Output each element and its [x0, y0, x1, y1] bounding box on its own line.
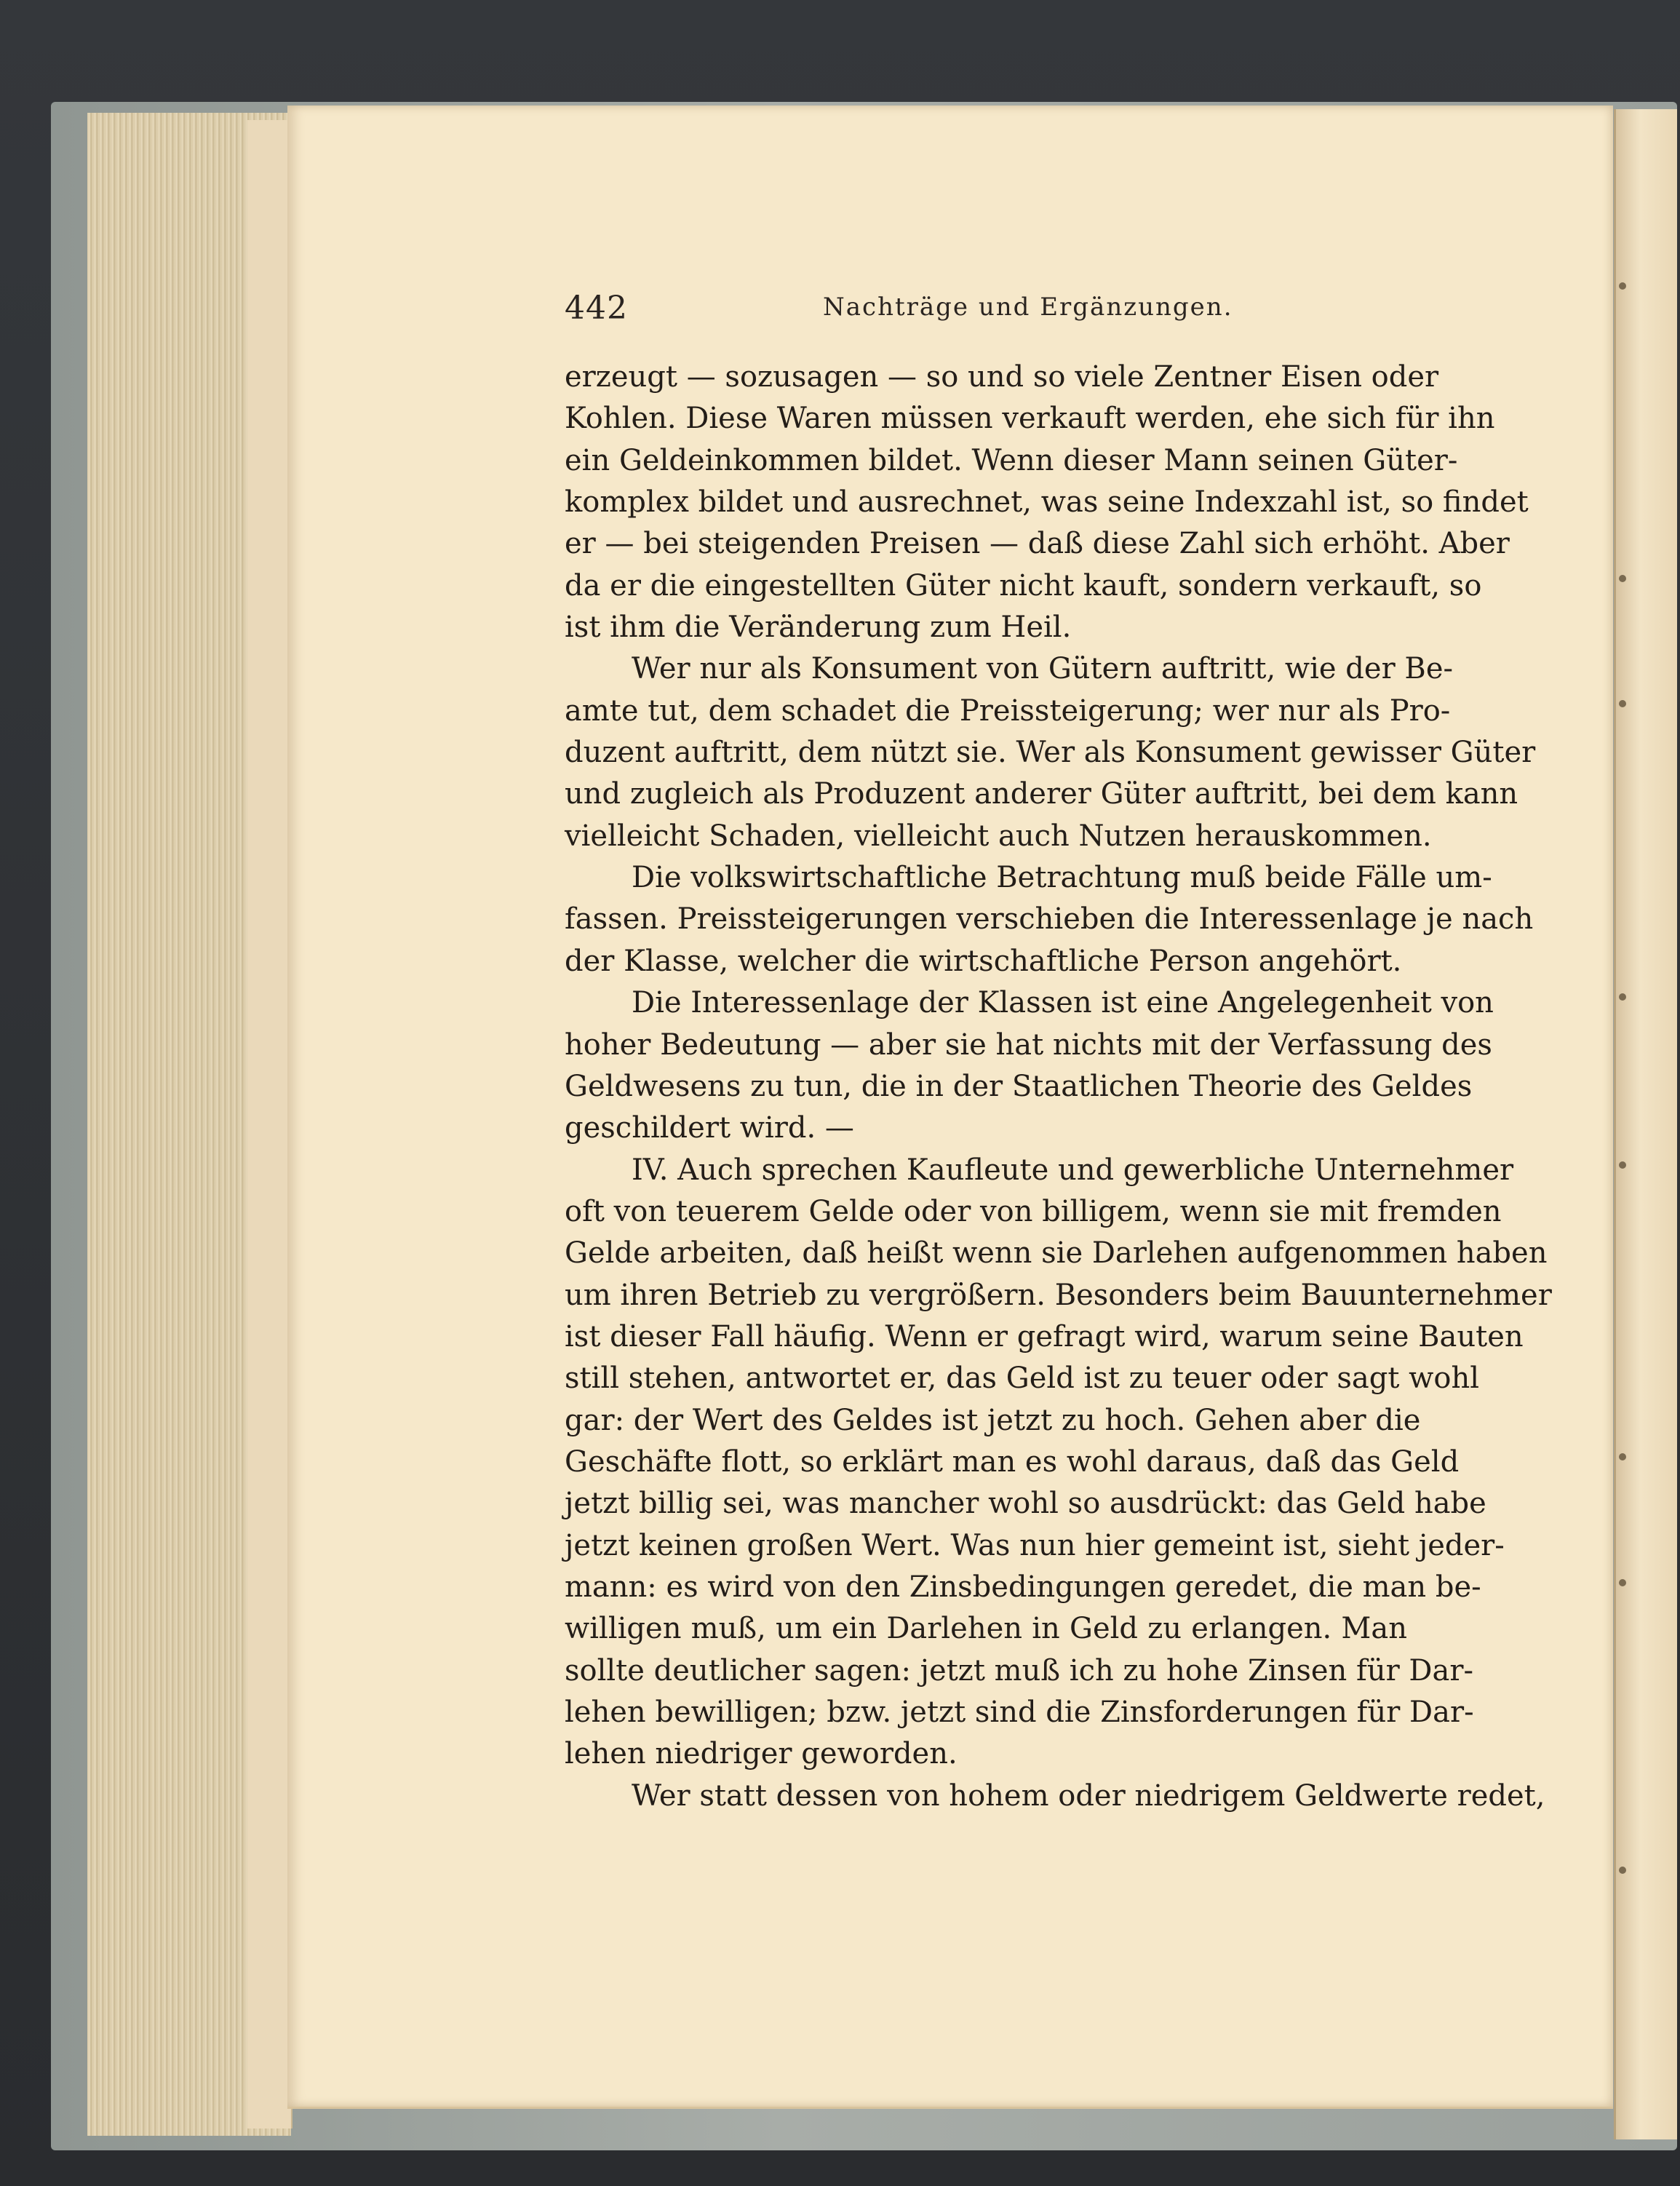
- binding-thread: [1619, 1161, 1626, 1169]
- text-line: um ihren Betrieb zu vergrößern. Besonders beim Bauunternehmer: [565, 1278, 1552, 1312]
- text-line: vielleicht Schaden, vielleicht auch Nutzen herauskommen.: [565, 819, 1432, 853]
- text-line: ist ihm die Veränderung zum Heil.: [565, 611, 1072, 645]
- text-line: gar: der Wert des Geldes ist jetzt zu hoch. Gehen aber die: [565, 1403, 1421, 1437]
- binding-thread: [1619, 700, 1626, 707]
- text-line: still stehen, antwortet er, das Geld ist zu teuer oder sagt wohl: [565, 1362, 1480, 1396]
- text-line: Wer nur als Konsument von Gütern auftritt, wie der Be-: [632, 652, 1454, 686]
- text-line: amte tut, dem schadet die Preissteigerung; wer nur als Pro-: [565, 693, 1451, 728]
- running-title: Nachträge und Ergänzungen.: [823, 293, 1233, 322]
- text-line: hoher Bedeutung — aber sie hat nichts mit der Verfassung des: [565, 1028, 1492, 1062]
- text-line: komplex bildet und ausrechnet, was seine Indexzahl ist, so findet: [565, 485, 1529, 520]
- binding-thread: [1619, 282, 1626, 290]
- text-line: mann: es wird von den Zinsbedingungen geredet, die man be-: [565, 1570, 1481, 1604]
- binding-thread: [1619, 993, 1626, 1001]
- text-line: Kohlen. Diese Waren müssen verkauft werden, ehe sich für ihn: [565, 402, 1495, 436]
- text-line: jetzt keinen großen Wert. Was nun hier gemeint ist, sieht jeder-: [565, 1528, 1505, 1562]
- text-line: sollte deutlicher sagen: jetzt muß ich zu hohe Zinsen für Dar-: [565, 1653, 1473, 1688]
- page-header: [565, 290, 1407, 341]
- text-line: ist dieser Fall häufig. Wenn er gefragt wird, warum seine Bauten: [565, 1319, 1524, 1354]
- text-line: Wer statt dessen von hohem oder niedrigem Geldwerte redet,: [632, 1778, 1545, 1813]
- facing-page-edge: [1614, 109, 1677, 2139]
- text-line: der Klasse, welcher die wirtschaftliche Person angehört.: [565, 944, 1402, 978]
- text-line: Die volkswirtschaftliche Betrachtung muß beide Fälle um-: [632, 861, 1492, 895]
- binding-thread: [1619, 1453, 1626, 1460]
- text-line: Geschäfte flott, so erklärt man es wohl daraus, daß das Geld: [565, 1444, 1460, 1479]
- text-line: willigen muß, um ein Darlehen in Geld zu erlangen. Man: [565, 1612, 1407, 1646]
- text-line: ein Geldeinkommen bildet. Wenn dieser Mann seinen Güter-: [565, 443, 1458, 477]
- text-line: erzeugt — sozusagen — so und so viele Zentner Eisen oder: [565, 360, 1439, 394]
- text-line: oft von teuerem Gelde oder von billigem, wenn sie mit fremden: [565, 1194, 1502, 1228]
- text-line: fassen. Preissteigerungen verschieben die Interessenlage je nach: [565, 902, 1534, 937]
- binding-thread: [1619, 1579, 1626, 1586]
- binding-thread: [1619, 1867, 1626, 1874]
- text-line: IV. Auch sprechen Kaufleute und gewerbliche Unternehmer: [632, 1153, 1514, 1187]
- page-stack: [247, 120, 292, 2129]
- text-line: Geldwesens zu tun, die in der Staatlichen Theorie des Geldes: [565, 1069, 1473, 1103]
- text-line: Die Interessenlage der Klassen ist eine Angelegenheit von: [632, 986, 1494, 1020]
- page-number: 442: [565, 290, 628, 327]
- text-line: duzent auftritt, dem nützt sie. Wer als Konsument gewisser Güter: [565, 736, 1536, 770]
- text-line: er — bei steigenden Preisen — daß diese Zahl sich erhöht. Aber: [565, 527, 1510, 561]
- text-line: Gelde arbeiten, daß heißt wenn sie Darlehen aufgenommen haben: [565, 1236, 1548, 1271]
- text-line: lehen niedriger geworden.: [565, 1737, 958, 1771]
- text-line: jetzt billig sei, was mancher wohl so ausdrückt: das Geld habe: [565, 1487, 1486, 1521]
- binding-thread: [1619, 575, 1626, 582]
- text-line: und zugleich als Produzent anderer Güter auftritt, bei dem kann: [565, 777, 1518, 811]
- text-line: da er die eingestellten Güter nicht kauft, sondern verkauft, so: [565, 568, 1482, 603]
- body-text: [565, 357, 1552, 1817]
- text-line: geschildert wird. —: [565, 1111, 854, 1145]
- text-line: lehen bewilligen; bzw. jetzt sind die Zinsforderungen für Dar-: [565, 1696, 1474, 1729]
